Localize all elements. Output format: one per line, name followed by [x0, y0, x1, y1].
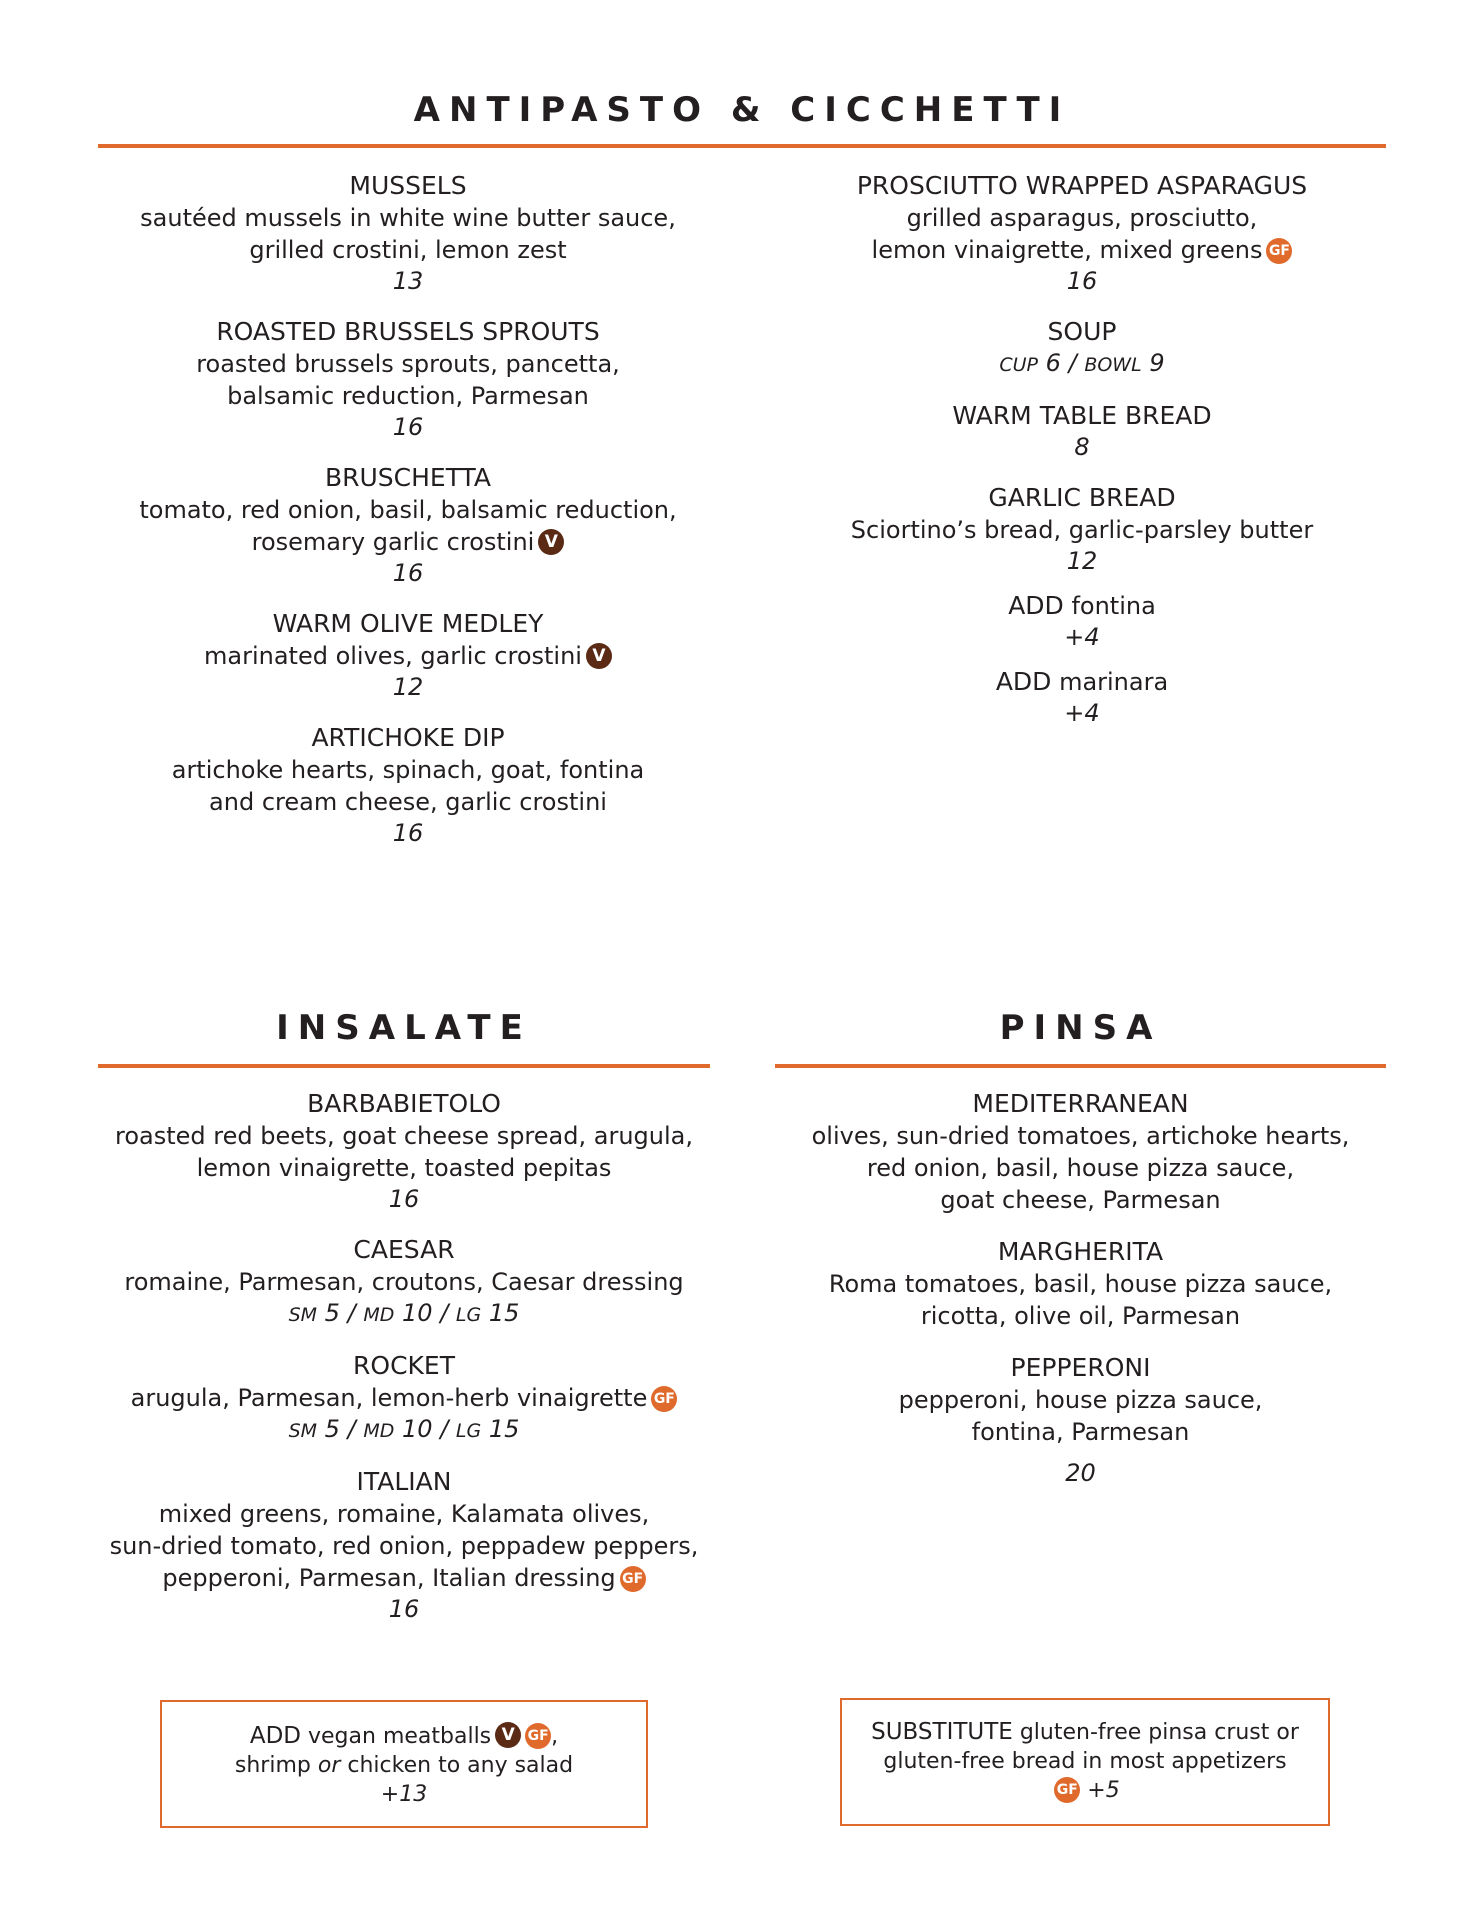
item-price: 10 [402, 1299, 433, 1327]
item-description: olives, sun-dried tomatoes, artichoke hearts, [811, 1122, 1350, 1150]
note-price: +13 [380, 1782, 428, 1807]
menu-item-soup [772, 316, 1392, 380]
salad-add-on-note [160, 1700, 648, 1828]
antipasto-left-column [98, 170, 718, 848]
item-price: 5 [324, 1299, 340, 1327]
menu-item-mussels [98, 170, 718, 296]
note-text: or [317, 1753, 341, 1778]
separator: / [1068, 349, 1077, 377]
item-description: roasted red beets, goat cheese spread, arugula, [115, 1122, 693, 1150]
item-description: grilled asparagus, prosciutto, [906, 204, 1258, 232]
add-on-item: marinara [1059, 668, 1169, 696]
menu-item-italian [98, 1466, 710, 1624]
item-price: 16 [392, 819, 424, 847]
note-line [162, 1751, 646, 1780]
menu-item-barbabietolo [98, 1088, 710, 1214]
size-label: BOWL [1084, 354, 1142, 376]
separator: / [440, 1415, 449, 1443]
item-description: sautéed mussels in white wine butter sauce, [140, 204, 676, 232]
item-price: 15 [488, 1299, 520, 1327]
note-text: shrimp [234, 1753, 311, 1778]
section-title-antipasto: ANTIPASTO & CICCHETTI [413, 90, 1071, 130]
item-description-line [98, 1382, 710, 1414]
menu-item-table-bread [772, 400, 1392, 462]
item-description: tomato, red onion, basil, balsamic reduction, [139, 496, 677, 524]
item-price: 15 [488, 1415, 520, 1443]
add-on-line [772, 666, 1392, 698]
item-description: and cream cheese, garlic crostini [209, 788, 607, 816]
item-name: BRUSCHETTA [324, 463, 491, 492]
note-text: vegan meatballs [308, 1724, 492, 1749]
note-line [842, 1776, 1328, 1805]
item-price: 10 [402, 1415, 433, 1443]
item-name: ROASTED BRUSSELS SPROUTS [216, 317, 600, 346]
section-rule-pinsa [775, 1064, 1386, 1068]
item-name: SOUP [1047, 317, 1117, 346]
item-price: 9 [1149, 349, 1165, 377]
item-price: 16 [392, 559, 424, 587]
item-description: lemon vinaigrette, toasted pepitas [196, 1154, 612, 1182]
separator: / [347, 1299, 356, 1327]
menu-item-brussels-sprouts [98, 316, 718, 442]
size-label: LG [455, 1420, 482, 1442]
item-name: ROCKET [353, 1351, 455, 1380]
pinsa-price: 20 [1065, 1459, 1096, 1487]
add-label: ADD [995, 667, 1052, 696]
add-label: ADD [249, 1723, 301, 1749]
gluten-free-badge-icon: GF [651, 1386, 677, 1412]
item-description: red onion, basil, house pizza sauce, [866, 1154, 1295, 1182]
item-description: pepperoni, Parmesan, Italian dressing [162, 1564, 616, 1592]
gluten-free-badge-icon: GF [620, 1566, 646, 1592]
insalate-column [98, 1088, 710, 1624]
add-label: ADD [1008, 591, 1064, 620]
item-price: 16 [388, 1185, 420, 1213]
note-price: +5 [1087, 1778, 1120, 1803]
item-price: 8 [1074, 433, 1090, 461]
size-label: MD [363, 1304, 395, 1326]
item-description: marinated olives, garlic crostini [204, 642, 582, 670]
item-name: PROSCIUTTO WRAPPED ASPARAGUS [856, 171, 1308, 200]
menu-item-margherita [775, 1236, 1386, 1332]
vegan-badge-icon: V [538, 529, 564, 555]
item-name: GARLIC BREAD [988, 483, 1176, 512]
menu-item-olive-medley [98, 608, 718, 702]
item-description: mixed greens, romaine, Kalamata olives, [158, 1500, 650, 1528]
size-label: MD [363, 1420, 395, 1442]
menu-item-bruschetta [98, 462, 718, 588]
item-name: ITALIAN [356, 1467, 452, 1496]
menu-item-garlic-bread [772, 482, 1392, 576]
note-text: , [551, 1724, 559, 1749]
note-text: gluten-free pinsa crust or [1019, 1720, 1299, 1745]
item-description: romaine, Parmesan, croutons, Caesar dressing [124, 1268, 684, 1296]
item-description: balsamic reduction, Parmesan [227, 382, 589, 410]
separator: / [440, 1299, 449, 1327]
menu-item-mediterranean [775, 1088, 1386, 1216]
item-name: PEPPERONI [1010, 1353, 1151, 1382]
item-price: 16 [1066, 267, 1098, 295]
item-description-line [98, 1562, 710, 1594]
item-description-line [98, 526, 718, 558]
gluten-free-badge-icon: GF [1266, 238, 1292, 264]
item-description: sun-dried tomato, red onion, peppadew peppers, [109, 1532, 699, 1560]
gluten-free-badge-icon: GF [1054, 1777, 1080, 1803]
item-name: BARBABIETOLO [307, 1089, 501, 1118]
size-label: SM [288, 1304, 318, 1326]
item-description: ricotta, olive oil, Parmesan [920, 1302, 1241, 1330]
item-price: 16 [392, 413, 424, 441]
note-line [842, 1718, 1328, 1747]
item-description: Sciortino’s bread, garlic-parsley butter [850, 516, 1314, 544]
item-name: MUSSELS [349, 171, 467, 200]
gluten-free-badge-icon: GF [525, 1723, 551, 1749]
section-title-insalate: INSALATE [276, 1008, 532, 1048]
item-description: pepperoni, house pizza sauce, [898, 1386, 1263, 1414]
section-title-pinsa: PINSA [999, 1008, 1162, 1048]
section-rule-antipasto [98, 144, 1386, 148]
item-price: 13 [392, 267, 424, 295]
note-line [162, 1722, 646, 1751]
section-rule-insalate [98, 1064, 710, 1068]
item-price: 5 [324, 1415, 340, 1443]
item-price: 12 [1066, 547, 1098, 575]
item-description-line [98, 640, 718, 672]
item-name: ARTICHOKE DIP [311, 723, 505, 752]
item-description: artichoke hearts, spinach, goat, fontina [171, 756, 645, 784]
menu-item-pepperoni [775, 1352, 1386, 1448]
menu-item-caesar [98, 1234, 710, 1330]
add-on-line [772, 590, 1392, 622]
add-on-price: +4 [1064, 623, 1100, 651]
item-name: CAESAR [353, 1235, 455, 1264]
pinsa-column [775, 1088, 1386, 1488]
size-prices [98, 1298, 710, 1330]
menu-item-asparagus [772, 170, 1392, 296]
size-label: LG [455, 1304, 482, 1326]
note-text: chicken to any salad [347, 1753, 574, 1778]
item-description: Roma tomatoes, basil, house pizza sauce, [828, 1270, 1333, 1298]
add-on-price: +4 [1064, 699, 1100, 727]
item-description: arugula, Parmesan, lemon-herb vinaigrette [130, 1384, 648, 1412]
item-description: goat cheese, Parmesan [940, 1186, 1221, 1214]
soup-prices [772, 348, 1392, 380]
item-price: 12 [392, 673, 424, 701]
item-price: 6 [1045, 349, 1061, 377]
add-on-marinara [772, 666, 1392, 728]
size-prices [98, 1414, 710, 1446]
add-on-item: fontina [1071, 592, 1156, 620]
menu-item-artichoke-dip [98, 722, 718, 848]
item-price: 16 [388, 1595, 420, 1623]
vegan-badge-icon: V [495, 1722, 521, 1748]
separator: / [347, 1415, 356, 1443]
substitute-label: SUBSTITUTE [871, 1719, 1013, 1745]
item-name: WARM TABLE BREAD [952, 401, 1212, 430]
item-description: grilled crostini, lemon zest [249, 236, 567, 264]
size-label: SM [288, 1420, 318, 1442]
item-name: MEDITERRANEAN [972, 1089, 1189, 1118]
item-description-line [772, 234, 1392, 266]
menu-item-rocket [98, 1350, 710, 1446]
item-name: MARGHERITA [997, 1237, 1164, 1266]
item-description: lemon vinaigrette, mixed greens [871, 236, 1263, 264]
vegan-badge-icon: V [586, 643, 612, 669]
item-description: fontina, Parmesan [971, 1418, 1190, 1446]
item-description: rosemary garlic crostini [251, 528, 535, 556]
antipasto-right-column [772, 170, 1392, 728]
note-text: gluten-free bread in most appetizers [883, 1749, 1287, 1774]
item-description: roasted brussels sprouts, pancetta, [196, 350, 620, 378]
gluten-free-substitute-note [840, 1698, 1330, 1826]
size-label: CUP [999, 354, 1039, 376]
add-on-fontina [772, 590, 1392, 652]
item-name: WARM OLIVE MEDLEY [272, 609, 544, 638]
